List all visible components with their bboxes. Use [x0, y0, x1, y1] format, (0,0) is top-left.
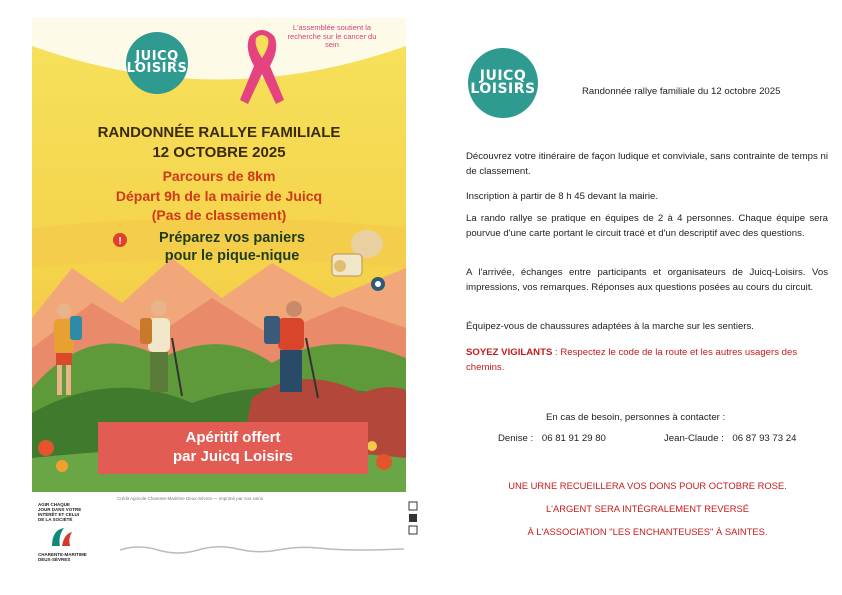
bank-name: [38, 552, 87, 562]
credit-agricole-logo-icon: [50, 526, 74, 548]
contact-intro: En cas de besoin, personnes à contacter :: [546, 412, 726, 423]
handwritten-scribble-icon: [118, 538, 408, 558]
contact-2-name: Jean-Claude :: [664, 433, 724, 444]
logo-line-2: LOISIRS: [126, 61, 188, 76]
logo-line-1: JUICQ: [135, 49, 179, 65]
vigilant-label: SOYEZ VIGILANTS: [466, 347, 553, 358]
vigilant-text: : Respectez le code de la route et les autres usagers des chemins.: [466, 347, 798, 373]
info-paragraph-2: Inscription à partir de 8 h 45 devant la mairie.: [466, 191, 658, 202]
poster-picnic-line-2: pour le pique-nique: [164, 248, 300, 264]
printer-credits: Crédit Agricole Charente-Maritime Deux-Sèvres — imprimé par nos soins: [117, 496, 264, 501]
info-paragraph-4: A l'arrivée, échanges entre participants et organisateurs de Juicq-Loisirs. Vos impressions, vos remarques. Réponses aux questions posées au cours du circuit.: [466, 267, 828, 293]
vigilant-warning: [466, 346, 828, 375]
poster-date: 12 OCTOBRE 2025: [152, 144, 286, 161]
info-paragraph-1: Découvrez votre itinéraire de façon ludique et conviviale, sans contrainte de temps ni de classement.: [466, 151, 828, 177]
urn-line-2: L'ARGENT SERA INTÉGRALEMENT REVERSÉ: [545, 503, 750, 514]
info-logo-line-1: JUICQ: [479, 68, 527, 85]
info-juicq-logo: [468, 48, 538, 118]
info-title: Randonnée rallye familiale du 12 octobre 2025: [582, 86, 781, 97]
aperitif-banner: [98, 422, 368, 474]
qr-mark-icon: [407, 500, 419, 536]
svg-text:!: !: [118, 236, 122, 247]
sponsor-tagline-2: JOUR DANS VOTRE: [38, 507, 82, 512]
info-paragraph-5: Équipez-vous de chaussures adaptées à la marche sur les sentiers.: [466, 321, 754, 332]
contact-jean-claude: [664, 433, 796, 444]
poster-title: RANDONNÉE RALLYE FAMILIALE: [97, 124, 341, 141]
contact-1-phone[interactable]: 06 81 91 29 80: [541, 433, 606, 444]
juicq-loisirs-logo: [126, 32, 188, 94]
contact-1-name: Denise :: [498, 433, 534, 444]
sponsor-tagline-4: DE LA SOCIÉTÉ: [38, 517, 73, 522]
info-paragraph-3: La rando rallye se pratique en équipes de 2 à 4 personnes. Chaque équipe sera pourvue d'une carte portant le circuit tracé et d'un descriptif avec des questions.: [466, 213, 828, 239]
contact-2-phone[interactable]: 06 87 93 73 24: [732, 433, 797, 444]
sponsor-tagline: [38, 502, 81, 522]
aperitif-line-1: Apéritif offert: [185, 429, 281, 446]
event-poster: [32, 18, 406, 492]
poster-picnic-line-1: Préparez vos paniers: [159, 230, 305, 246]
urn-line-3: À L'ASSOCIATION "LES ENCHANTEUSES" À SAINTES.: [527, 526, 768, 537]
sponsor-tagline-3: INTÉRÊT ET CELUI: [38, 512, 80, 517]
poster-route: Parcours de 8km: [162, 168, 276, 184]
poster-no-ranking: (Pas de classement): [151, 207, 287, 223]
info-logo-line-2: LOISIRS: [470, 81, 536, 97]
ribbon-caption: L'assemblée soutient la recherche sur le cancer du sein: [287, 23, 377, 50]
contact-denise: [498, 433, 606, 444]
sponsor-tagline-1: AGIR CHAQUE: [38, 502, 71, 507]
poster-departure: Départ 9h de la mairie de Juicq: [115, 188, 323, 204]
urn-line-1: UNE URNE RECUEILLERA VOS DONS POUR OCTOBRE ROSE.: [508, 480, 787, 491]
aperitif-line-2: par Juicq Loisirs: [172, 448, 294, 465]
bank-line-1: CHARENTE-MARITIME: [38, 552, 87, 557]
bank-line-2: DEUX-SÈVRES: [38, 557, 71, 562]
